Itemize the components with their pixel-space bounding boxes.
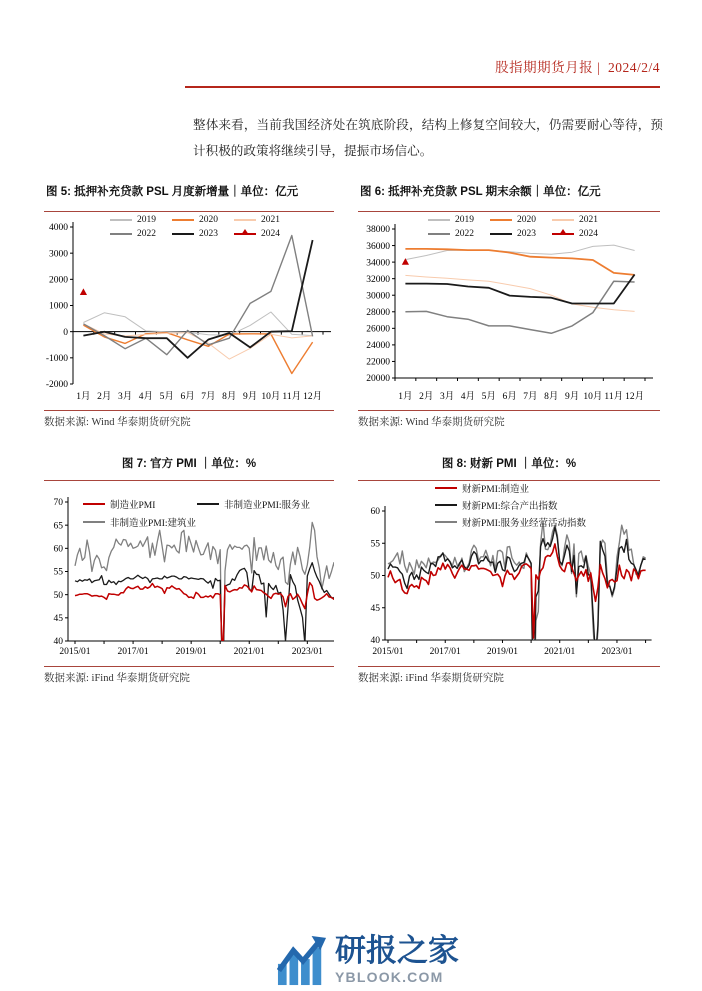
- svg-text:-1000: -1000: [45, 354, 68, 365]
- svg-text:30000: 30000: [366, 291, 390, 302]
- svg-text:8月: 8月: [222, 392, 237, 402]
- figure-8-legend: 财新PMI:制造业 财新PMI:综合产出指数 财新PMI:服务业经营活动指数: [435, 481, 586, 529]
- svg-text:1月: 1月: [76, 392, 91, 402]
- report-date: 2024/2/4: [607, 60, 660, 75]
- svg-text:55: 55: [53, 567, 63, 578]
- figure-7-source: 数据来源: iFind 华泰期货研究院: [44, 673, 190, 684]
- figure-6-chart: [358, 213, 660, 405]
- figure-7: [44, 455, 334, 687]
- figure-6-source: 数据来源: Wind 华泰期货研究院: [358, 417, 505, 428]
- bar-chart-arrow-icon: [277, 934, 327, 991]
- svg-text:38000: 38000: [366, 225, 390, 236]
- figure-8: [358, 455, 660, 687]
- svg-text:32000: 32000: [366, 274, 390, 285]
- svg-text:2021/01: 2021/01: [544, 647, 576, 657]
- svg-text:45: 45: [370, 603, 380, 614]
- svg-text:8月: 8月: [544, 392, 559, 402]
- svg-text:7月: 7月: [523, 392, 538, 402]
- figure-8-source: 数据来源: iFind 华泰期货研究院: [358, 673, 504, 684]
- svg-text:2019/01: 2019/01: [486, 647, 519, 657]
- figure-8-title: 图 8: 财新 PMI ｜单位：%: [441, 458, 577, 470]
- svg-text:40: 40: [53, 637, 63, 648]
- svg-text:0: 0: [63, 327, 68, 338]
- svg-text:2017/01: 2017/01: [117, 647, 149, 657]
- svg-text:1000: 1000: [49, 301, 68, 312]
- svg-text:50: 50: [53, 590, 63, 601]
- figure-5-source: 数据来源: Wind 华泰期货研究院: [44, 417, 191, 428]
- svg-text:2019/01: 2019/01: [175, 647, 207, 657]
- figure-5-source-rule: [44, 410, 334, 411]
- svg-text:60: 60: [370, 507, 380, 518]
- report-header: [495, 56, 660, 76]
- figure-5: [44, 183, 334, 431]
- svg-text:26000: 26000: [366, 324, 390, 335]
- figure-6-source-rule: [358, 410, 660, 411]
- figure-5-title-rule: [44, 211, 334, 212]
- figure-7-title: 图 7: 官方 PMI ｜单位：%: [121, 458, 257, 470]
- svg-text:12月: 12月: [303, 392, 323, 402]
- svg-text:45: 45: [53, 614, 63, 625]
- svg-text:11月: 11月: [604, 392, 624, 402]
- figure-8-source-rule: [358, 666, 660, 667]
- svg-text:20000: 20000: [366, 374, 390, 385]
- svg-text:9月: 9月: [242, 392, 258, 402]
- svg-text:65: 65: [53, 521, 63, 532]
- svg-text:10月: 10月: [261, 392, 281, 402]
- watermark-domain: YBLOOK.COM: [335, 969, 444, 985]
- svg-text:3000: 3000: [49, 249, 68, 260]
- figure-7-title-rule: [44, 480, 334, 481]
- svg-text:22000: 22000: [366, 357, 390, 368]
- svg-text:70: 70: [53, 498, 63, 509]
- figure-6-legend: 2019 2020 2021 2022 2023 2024: [428, 215, 614, 239]
- svg-text:5月: 5月: [159, 392, 174, 402]
- svg-text:4月: 4月: [460, 392, 476, 402]
- svg-text:2015/01: 2015/01: [59, 647, 91, 657]
- watermark-text: [335, 934, 459, 985]
- figure-6-title-rule: [358, 211, 660, 212]
- svg-text:10月: 10月: [583, 392, 603, 402]
- svg-text:50: 50: [370, 571, 380, 582]
- svg-text:2月: 2月: [419, 392, 434, 402]
- figure-7-legend: 制造业PMI 非制造业PMI:服务业 非制造业PMI:建筑业: [83, 497, 310, 529]
- svg-text:24000: 24000: [366, 341, 390, 352]
- svg-text:40: 40: [370, 636, 380, 647]
- figure-5-legend: 2019 2020 2021 2022 2023 2024: [110, 215, 296, 239]
- svg-text:36000: 36000: [366, 241, 390, 252]
- svg-text:11月: 11月: [282, 392, 302, 402]
- figure-7-chart: [44, 485, 334, 657]
- svg-text:7月: 7月: [201, 392, 216, 402]
- figure-6: [358, 183, 660, 431]
- header-separator: |: [597, 60, 601, 75]
- svg-text:2021/01: 2021/01: [233, 647, 265, 657]
- summary-paragraph: 整体来看，当前我国经济处在筑底阶段，结构上修复空间较大，仍需要耐心等待，预计积极的政策将继续引导，提振市场信心。: [193, 117, 663, 158]
- figure-5-chart: [44, 213, 334, 405]
- svg-text:28000: 28000: [366, 307, 390, 318]
- report-type: 股指期期货月报: [495, 60, 594, 75]
- svg-text:4000: 4000: [49, 223, 68, 234]
- svg-text:2017/01: 2017/01: [429, 647, 461, 657]
- yblook-watermark: [277, 934, 459, 991]
- header-rule: [185, 86, 660, 88]
- watermark-brand: 研报之家: [335, 933, 459, 968]
- svg-text:1月: 1月: [398, 392, 413, 402]
- figure-8-chart: [358, 485, 660, 657]
- svg-text:-2000: -2000: [45, 380, 68, 391]
- figure-7-source-rule: [44, 666, 334, 667]
- svg-text:3月: 3月: [439, 392, 455, 402]
- svg-text:2023/01: 2023/01: [601, 647, 633, 657]
- svg-text:55: 55: [370, 539, 380, 550]
- svg-text:12月: 12月: [625, 392, 645, 402]
- svg-text:2015/01: 2015/01: [372, 647, 404, 657]
- svg-text:4月: 4月: [138, 392, 154, 402]
- svg-text:6月: 6月: [180, 392, 195, 402]
- svg-text:60: 60: [53, 544, 63, 555]
- svg-text:2000: 2000: [49, 275, 68, 286]
- svg-text:9月: 9月: [564, 392, 580, 402]
- svg-text:3月: 3月: [117, 392, 133, 402]
- svg-text:6月: 6月: [502, 392, 517, 402]
- svg-text:34000: 34000: [366, 258, 390, 269]
- svg-text:2月: 2月: [97, 392, 112, 402]
- svg-text:2023/01: 2023/01: [291, 647, 323, 657]
- figure-6-title: 图 6: 抵押补充贷款 PSL 期末余额｜单位：亿元: [360, 186, 601, 198]
- svg-text:5月: 5月: [481, 392, 496, 402]
- figure-5-title: 图 5: 抵押补充贷款 PSL 月度新增量｜单位：亿元: [46, 186, 299, 198]
